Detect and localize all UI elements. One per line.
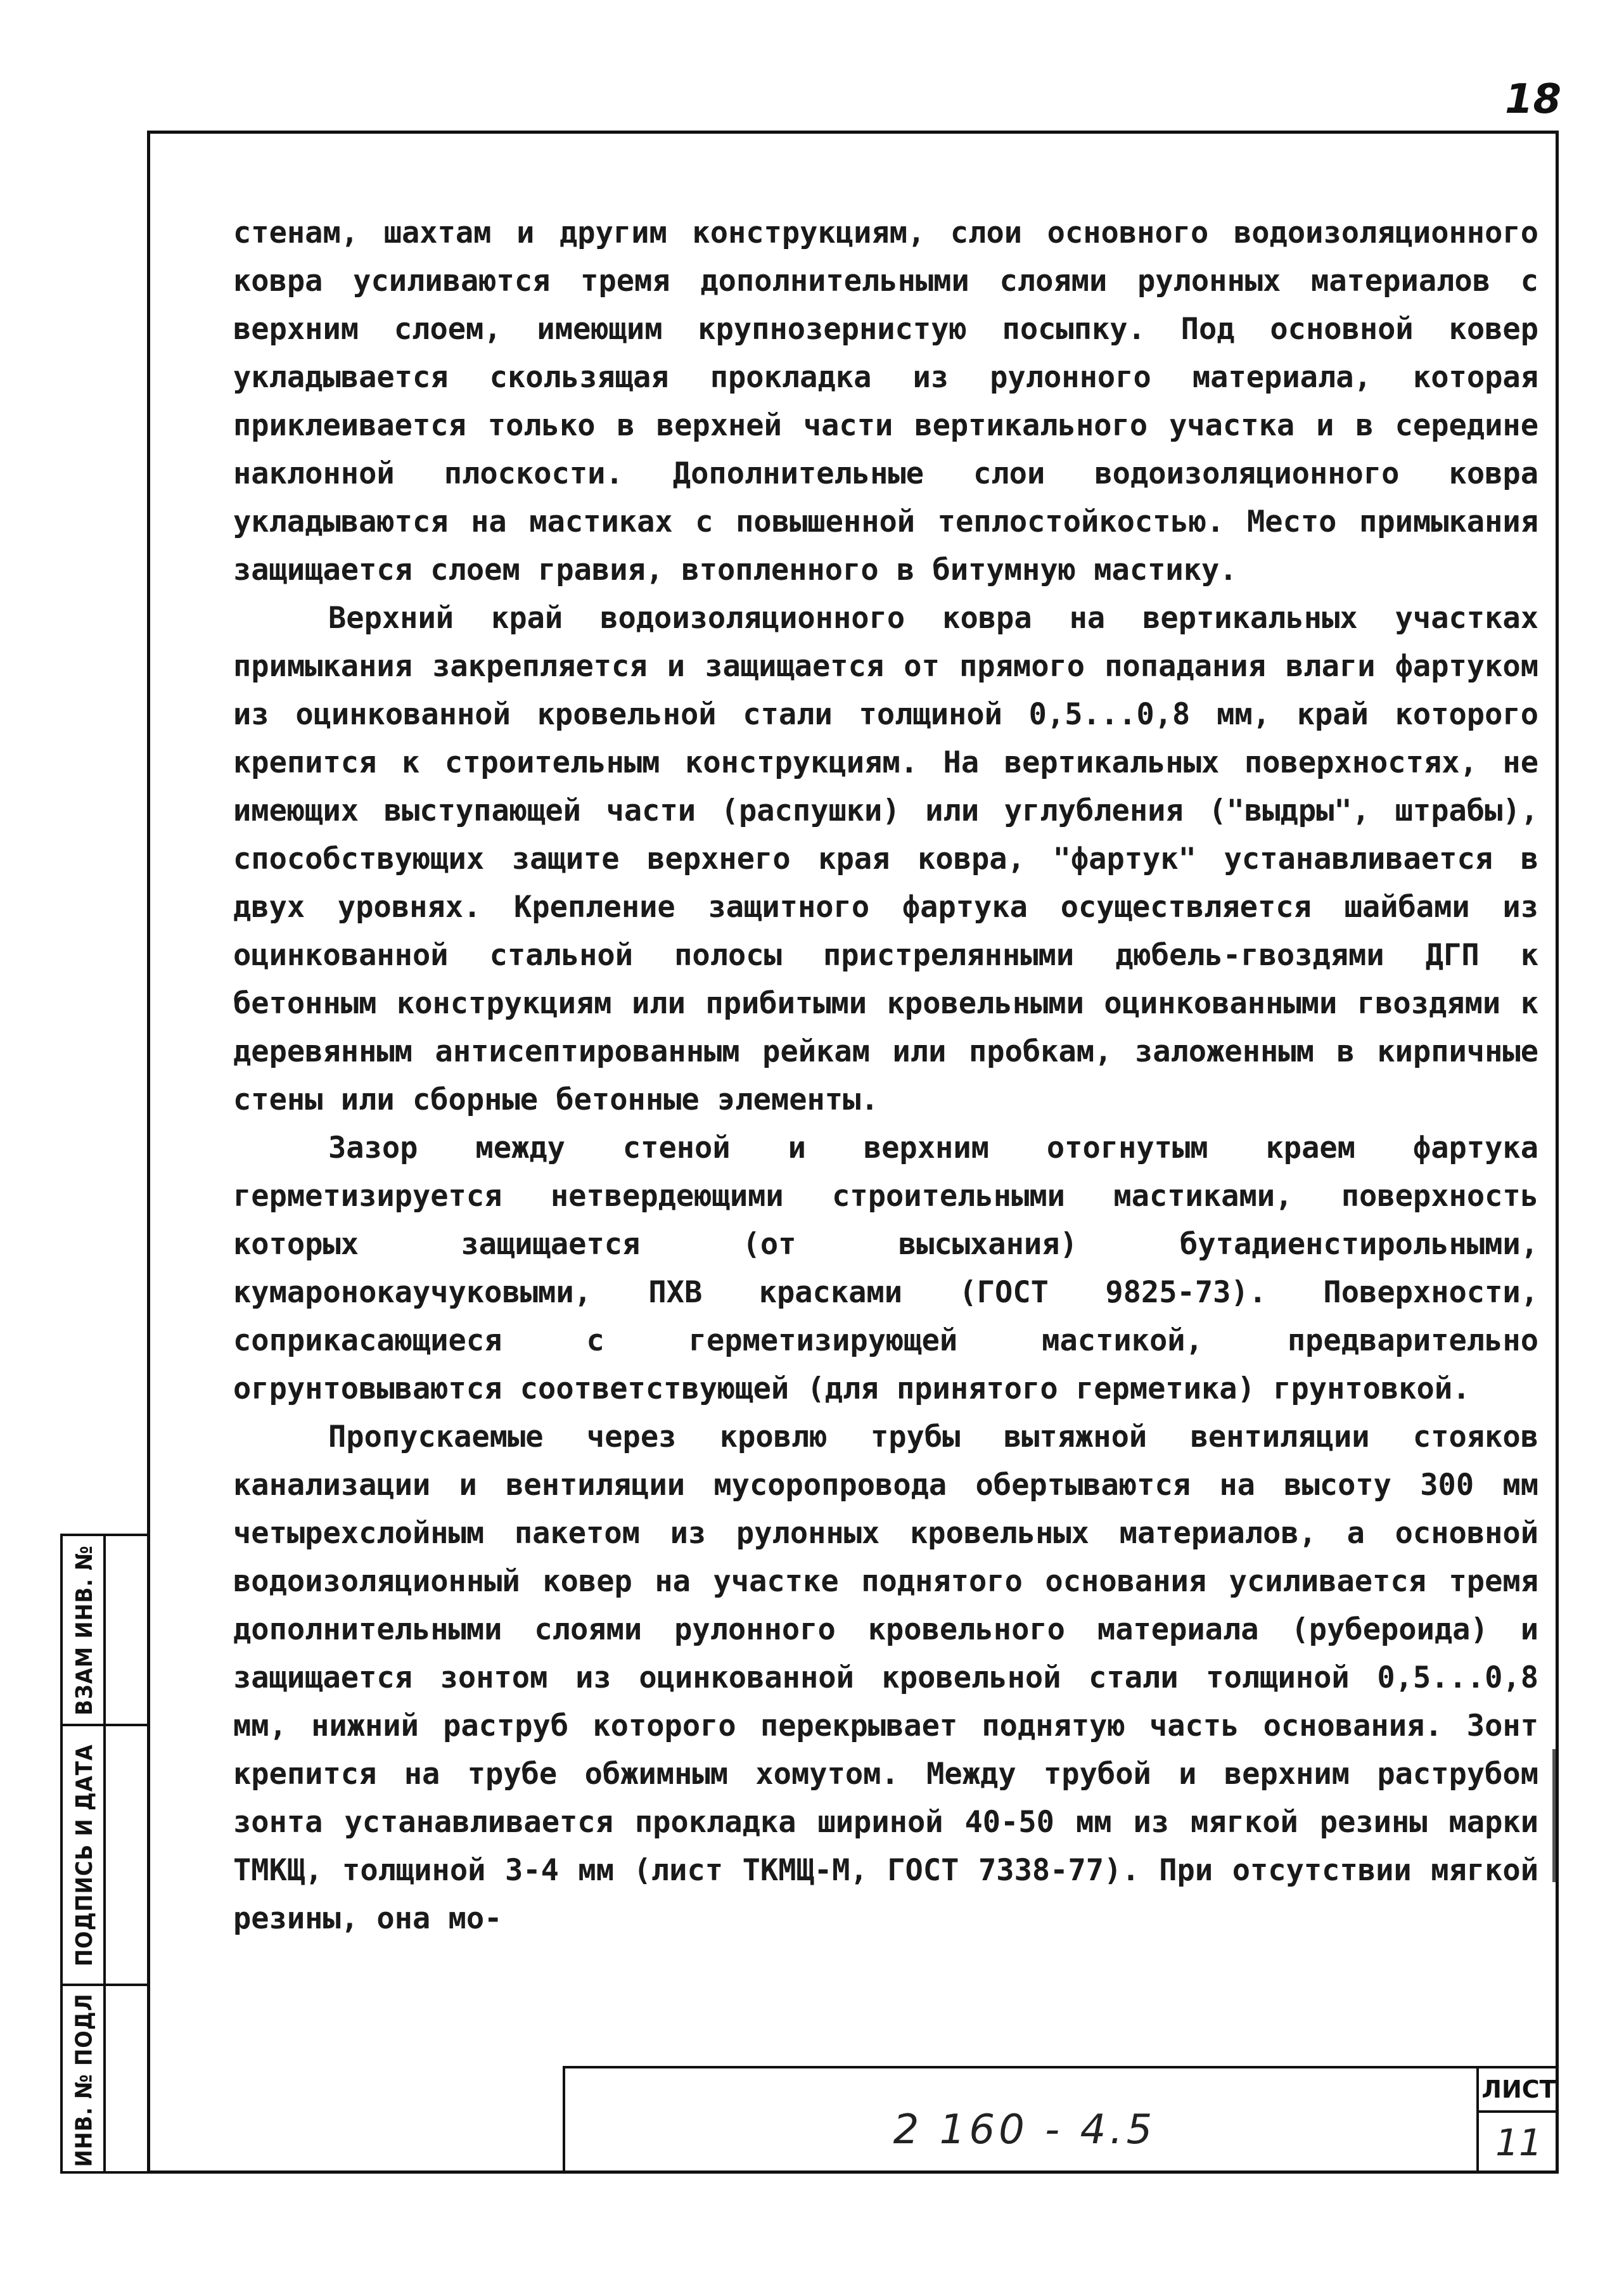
sheet-number: 11 xyxy=(1495,2121,1542,2164)
stamp-label-signature-date: ПОДПИСЬ И ДАТА xyxy=(71,1743,98,1966)
stamp-value-signature-date xyxy=(106,1726,147,1986)
stamp-label-original-inv: ИНВ. № ПОДЛ xyxy=(71,1992,98,2167)
stamp-cell-original-inv xyxy=(63,1986,106,2174)
sheet-box xyxy=(1476,2068,1559,2174)
stamp-value-original-inv xyxy=(106,1986,147,2174)
title-block xyxy=(563,2066,1559,2174)
paragraph-2: Верхний край водоизоляционного ковра на вертикальных участках примыкания закрепляется и защищается от прямого попадания влаги фартуком из оцинкованной кровельной стали толщиной 0,5...0,8 мм, край которого крепится к строительным конструкциям. На вертикальных поверхностях, не имеющих выступающей части (распушки) или углубления ("выдры", штрабы), способствующих защите верхнего края ковра, "фартук" устанавливается в двух уровнях. Крепление защитного фартука осуществляется шайбами из оцинкованной стальной полосы пристрелянными дюбель-гвоздями ДГП к бетонным конструкциям или прибитыми кровельными оцинкованными гвоздями к деревянным антисептированным рейкам или пробкам, заложенным в кирпичные стены или сборные бетонные элементы. xyxy=(233,601,1538,1117)
document-code: 2 160 - 4.5 xyxy=(893,2106,1156,2153)
stamp-label-replacement-inv: ВЗАМ ИНВ. № xyxy=(71,1544,98,1715)
stamp-label-column xyxy=(63,1536,106,2171)
stamp-value-replacement-inv xyxy=(106,1536,147,1726)
scan-edge-mark xyxy=(1552,1749,1556,1882)
page-number: 18 xyxy=(1505,76,1562,123)
stamp-cell-replacement-inv xyxy=(63,1536,106,1726)
sheet-label: ЛИСТ xyxy=(1479,2068,1559,2113)
side-stamp xyxy=(60,1534,147,2174)
paragraph-4: Пропускаемые через кровлю трубы вытяжной вентиляции стояков канализации и вентиляции мусоропровода обертываются на высоту 300 мм четырехслойным пакетом из рулонных кровельных материалов, а основной водоизоляционный ковер на участке поднятого основания усиливается тремя дополнительными слоями рулонного кровельного материала (рубероида) и защищается зонтом из оцинкованной кровельной стали толщиной 0,5...0,8 мм, нижний раструб которого перекрывает поднятую часть основания. Зонт крепится на трубе обжимным хомутом. Между трубой и верхним раструбом зонта устанавливается прокладка шириной 40-50 мм из мягкой резины марки ТМКЩ, толщиной 3-4 мм (лист ТКМЩ-М, ГОСТ 7338-77). При отсутствии мягкой резины, она мо- xyxy=(233,1420,1538,1936)
stamp-cell-signature-date xyxy=(63,1726,106,1986)
paragraph-3: Зазор между стеной и верхним отогнутым краем фартука герметизируется нетвердеющими строительными мастиками, поверхность которых защищается (от высыхания) бутадиенстирольными, кумаронокаучуковыми, ПХВ красками (ГОСТ 9825-73). Поверхности, соприкасающиеся с герметизирующей мастикой, предварительно огрунтовываются соответствующей (для принятого герметика) грунтовкой. xyxy=(233,1131,1538,1406)
paragraph-1: стенам, шахтам и другим конструкциям, слои основного водоизоляционного ковра усиливаются тремя дополнительными слоями рулонных материалов с верхним слоем, имеющим крупнозернистую посыпку. Под основной ковер укладывается скользящая прокладка из рулонного материала, которая приклеивается только в верхней части вертикального участка и в середине наклонной плоскости. Дополнительные слои водоизоляционного ковра укладываются на мастиках с повышенной теплостойкостью. Место примыкания защищается слоем гравия, втопленного в битумную мастику. xyxy=(233,215,1538,587)
document-body xyxy=(233,209,1538,1943)
